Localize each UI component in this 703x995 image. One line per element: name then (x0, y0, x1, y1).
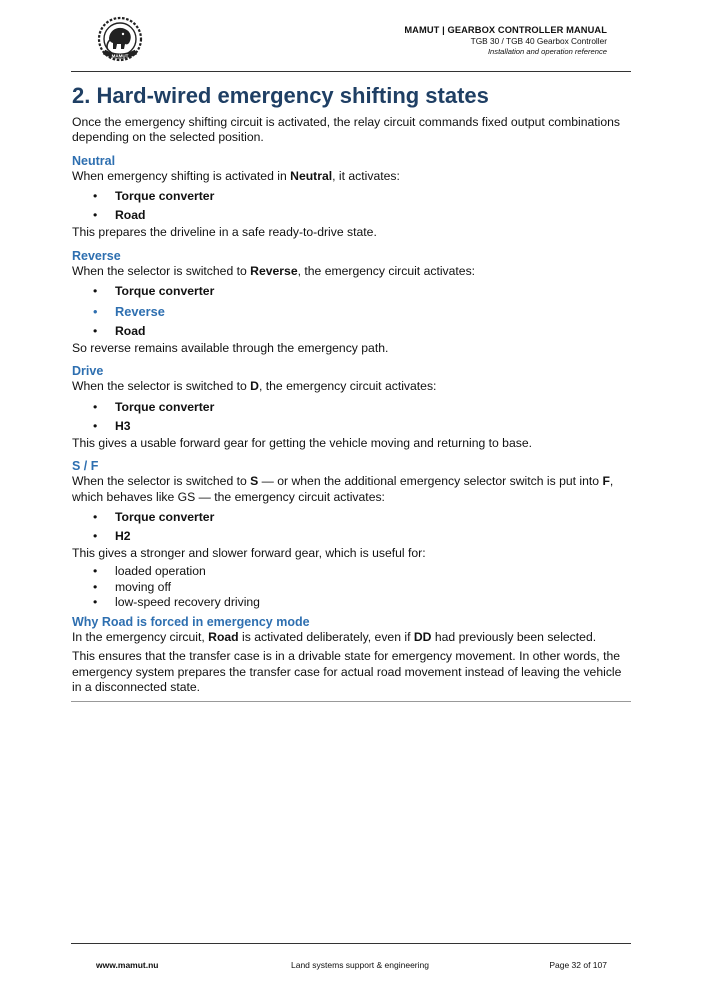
svg-text:MAMUT: MAMUT (111, 53, 129, 59)
section-title-sf: S / F (72, 459, 99, 474)
sf-description: When the selector is switched to S — or when the additional emergency selector switch is put into F, which behaves like GS — the emergency circuit activates: (72, 474, 614, 504)
list-item: • Reverse (72, 301, 632, 322)
reverse-summary: So reverse remains available through the emergency path. (72, 341, 389, 356)
section-title-reverse: Reverse (72, 248, 121, 263)
list-item: • Road (72, 206, 632, 225)
list-item: • H3 (72, 417, 632, 436)
why-paragraph-1: In the emergency circuit, Road is activated deliberately, even if DD had previously been selected. (72, 629, 597, 644)
footer-divider (71, 943, 631, 944)
list-item: • Road (72, 322, 632, 341)
page-title: 2. Hard-wired emergency shifting states (72, 83, 489, 108)
footer-tagline: Land systems support & engineering (291, 960, 429, 970)
reverse-outputs-list (72, 282, 632, 341)
header-subtitle: TGB 30 / TGB 40 Gearbox Controller (470, 36, 607, 46)
section-title-drive: Drive (72, 364, 104, 379)
list-item: • low-speed recovery driving (72, 595, 632, 611)
drive-description: When the selector is switched to D, the emergency circuit activates: (72, 379, 437, 394)
reverse-description: When the selector is switched to Reverse, the emergency circuit activates: (72, 263, 476, 278)
neutral-outputs-list (72, 187, 632, 225)
list-item: • moving off (72, 580, 632, 596)
section-title-neutral: Neutral (72, 153, 116, 168)
header-title: MAMUT | GEARBOX CONTROLLER MANUAL (404, 25, 607, 35)
list-item: • Torque converter (72, 187, 632, 206)
drive-outputs-list (72, 398, 632, 436)
sf-uses-list (72, 564, 632, 611)
list-item: • Torque converter (72, 282, 632, 301)
intro-paragraph: Once the emergency shifting circuit is activated, the relay circuit commands fixed output combinations depending on the selected position. (72, 115, 621, 145)
footer-website: www.mamut.nu (96, 960, 159, 970)
list-item: • Torque converter (72, 398, 632, 417)
neutral-summary: This prepares the driveline in a safe ready-to-drive state. (72, 225, 377, 240)
why-paragraph-2: This ensures that the transfer case is in a drivable state for emergency movement. In other words, the emergency system prepares the transfer case for actual road movement instead of leaving the vehicle in a disconnected state. (72, 649, 622, 695)
list-item: • Torque converter (72, 508, 632, 527)
page-header (404, 24, 607, 57)
sf-outputs-list (72, 508, 632, 546)
sf-summary: This gives a stronger and slower forward gear, which is useful for: (72, 546, 426, 561)
header-divider (71, 71, 631, 72)
neutral-description: When emergency shifting is activated in Neutral, it activates: (72, 168, 400, 183)
content-end-divider (71, 701, 631, 702)
mamut-logo (94, 16, 146, 62)
section-title-why-road: Why Road is forced in emergency mode (72, 614, 310, 629)
footer-page-number: Page 32 of 107 (549, 960, 607, 970)
header-note: Installation and operation reference (487, 47, 607, 56)
main-content (72, 82, 632, 696)
drive-summary: This gives a usable forward gear for getting the vehicle moving and returning to base. (72, 435, 533, 450)
list-item: • H2 (72, 527, 632, 546)
list-item: • loaded operation (72, 564, 632, 580)
